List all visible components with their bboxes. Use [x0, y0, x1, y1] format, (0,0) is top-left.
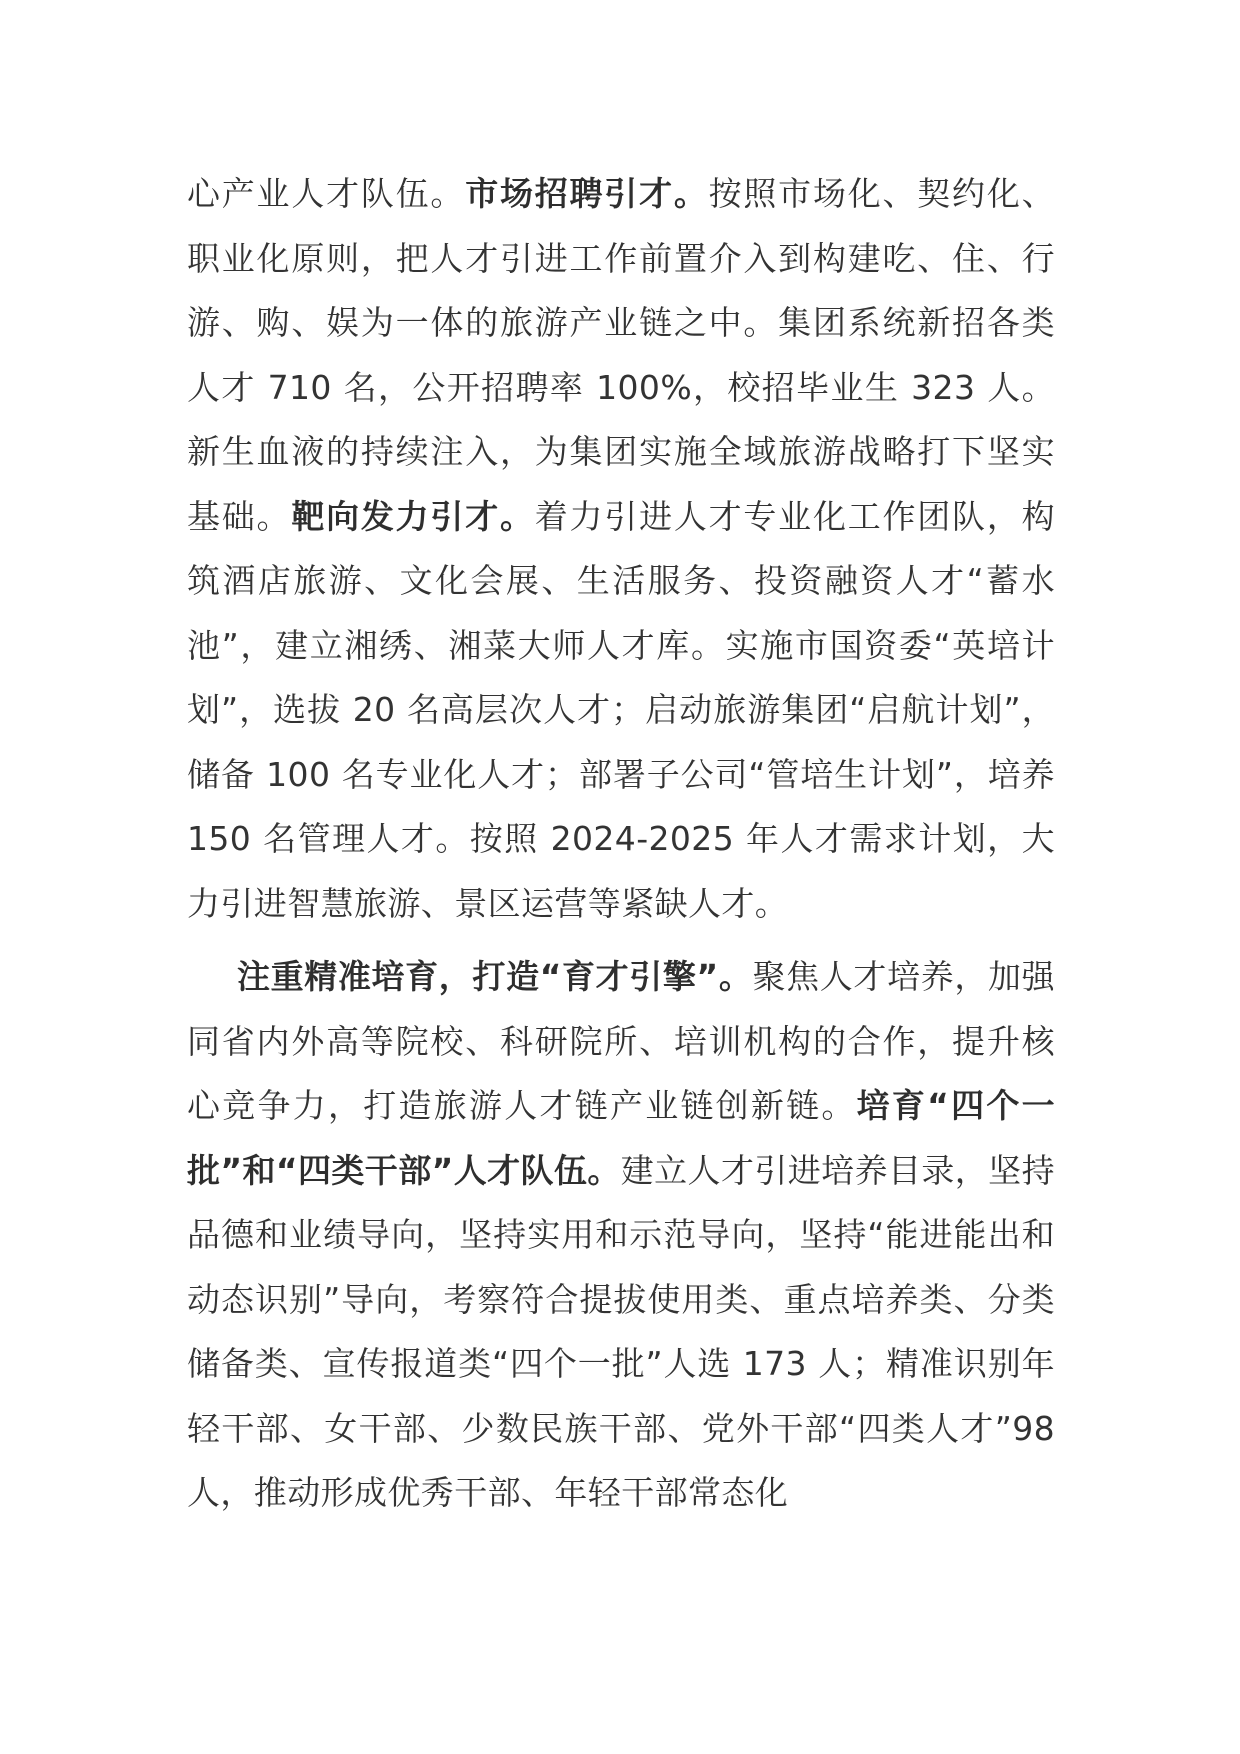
text-run: 建立人才引进培养目录，坚持品德和业绩导向，坚持实用和示范导向，坚持“能进能出和动态识别”导向，考察符合提拔使用类、重点培养类、分类储备类、宣传报道类“四个一批”人选 173 人；精准识别年轻干部、女干部、少数民族干部、党外干部“四类人才”98 人，推动形成优秀干部、年轻干部常态化 — [187, 1150, 1055, 1512]
text-run: 聚焦人才培养，加强同省内外高等院校、科研院所、培训机构的合作，提升核心竞争力，打造旅游人才链产业链创新链。 — [187, 957, 1056, 1125]
document-body — [187, 162, 1055, 1526]
text-run: 着力引进人才专业化工作团队，构筑酒店旅游、文化会展、生活服务、投资融资人才“蓄水池”，建立湘绣、湘菜大师人才库。实施市国资委“英培计划”，选拔 20 名高层次人才；启动旅游集团“启航计划”，储备 100 名专业化人才；部署子公司“管培生计划”，培养 150 名管理人才。按照 2024-2025 年人才需求计划，大力引进智慧旅游、景区运营等紧缺人才。 — [187, 496, 1055, 923]
text-run: 按照市场化、契约化、职业化原则，把人才引进工作前置介入到构建吃、住、行游、购、娱为一体的旅游产业链之中。集团系统新招各类人才 710 名，公开招聘率 100%，校招毕业生 323 人。新生血液的持续注入，为集团实施全域旅游战略打下坚实基础。 — [187, 174, 1055, 536]
paragraph-talent-recruitment — [187, 162, 1055, 936]
paragraph-talent-cultivation — [187, 945, 1055, 1526]
bold-heading-targeted-recruitment: 靶向发力引才。 — [291, 496, 535, 536]
text-run: 心产业人才队伍。 — [187, 174, 466, 213]
bold-heading-precise-cultivation: 注重精准培育，打造“育才引擎”。 — [237, 957, 753, 996]
bold-heading-four-batches: 培育“四个一批”和“四类干部”人才队伍。 — [187, 1086, 1055, 1190]
bold-heading-market-recruitment: 市场招聘引才。 — [465, 174, 709, 213]
